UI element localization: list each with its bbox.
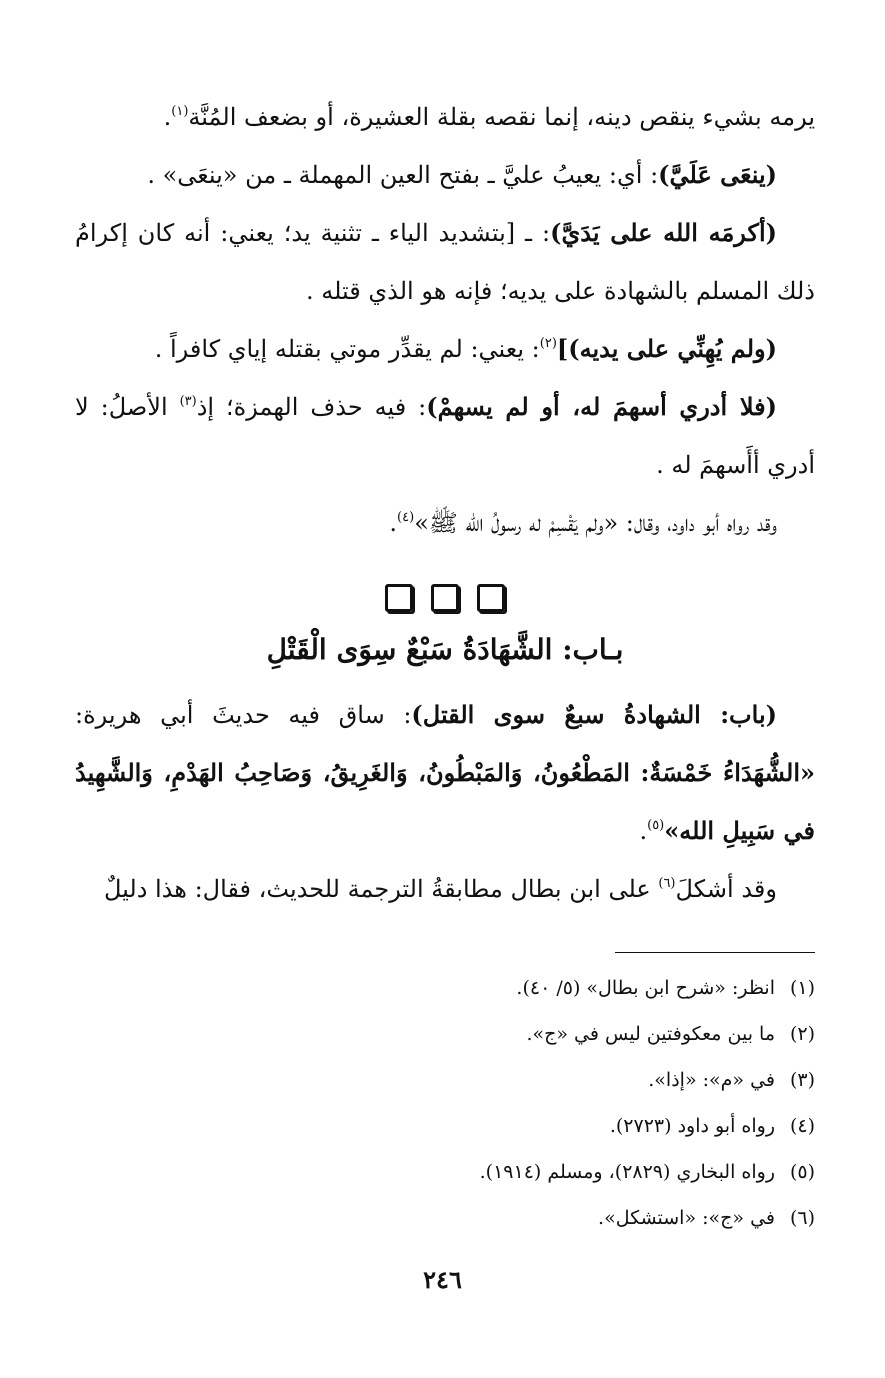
paragraph-text: على ابن بطال مطابقةُ الترجمة للحديث، فقال: هذا دليلٌ — [103, 875, 659, 903]
footnote-text: انظر: «شرح ابن بطال» (٥/ ٤٠). — [516, 977, 775, 999]
footnote-text: رواه أبو داود (٢٧٢٣). — [609, 1115, 775, 1137]
footnote-ref[interactable]: (١) — [171, 104, 189, 119]
footnote-1 — [75, 965, 815, 1011]
lemma: (أكرمَه الله على يَدَيَّ) — [550, 218, 777, 247]
paragraph-6 — [75, 494, 815, 552]
paragraph-text: : يعني: لم يقدِّر موتي بقتله إياي كافراً . — [154, 335, 540, 363]
paragraph-5 — [75, 378, 815, 494]
lemma: (ولم يُهِنِّي على يديه)] — [556, 334, 777, 363]
footnote-3 — [75, 1057, 815, 1103]
paragraph-end: . — [639, 817, 648, 845]
footnote-number: (٥) — [789, 1161, 815, 1183]
footnote-5 — [75, 1149, 815, 1195]
footnote-4 — [75, 1103, 815, 1149]
footnote-number: (٣) — [789, 1069, 815, 1091]
paragraph-text: : فيه حذف الهمزة؛ إذ — [196, 393, 427, 421]
footnotes — [75, 965, 815, 1241]
footnote-ref[interactable]: (٢) — [539, 336, 557, 351]
lemma: (ينعَى عَلَيَّ) — [658, 160, 777, 189]
paragraph-2 — [75, 146, 815, 204]
paragraph-text: وقد رواه أبو داود، وقال: «ولم يَقْسِمْ له رسولُ الله ﷺ» — [414, 509, 777, 537]
footnote-separator — [615, 952, 815, 953]
page-number: ٢٤٦ — [423, 1265, 462, 1294]
footnote-ref[interactable]: (٦) — [658, 876, 676, 891]
paragraph-7 — [75, 686, 815, 860]
footnote-text: رواه البخاري (٢٨٢٩)، ومسلم (١٩١٤). — [479, 1161, 775, 1183]
lemma: (باب: الشهادةُ سبعٌ سوى القتل) — [411, 700, 777, 729]
paragraph-4 — [75, 320, 815, 378]
footnote-text: في «م»: «إذا». — [648, 1069, 775, 1091]
footnote-text: ما بين معكوفتين ليس في «ج». — [526, 1023, 775, 1045]
footnote-2 — [75, 1011, 815, 1057]
paragraph-text: : أي: يعيبُ عليَّ ـ بفتح العين المهملة ـ من «ينعَى» . — [147, 161, 659, 189]
paragraph-text: : ساق فيه حديثَ أبي هريرة: — [75, 701, 412, 729]
square-ornament-icon — [431, 584, 459, 612]
footnote-number: (٤) — [789, 1115, 815, 1137]
section-divider-ornament — [75, 584, 815, 612]
paragraph-end: . — [389, 509, 398, 537]
square-ornament-icon — [385, 584, 413, 612]
hadith-text: «الشُّهَدَاءُ خَمْسَةٌ: المَطْعُونُ، وَالمَبْطُونُ، وَالغَرِيقُ، وَصَاحِبُ الهَدْمِ، وَالشَّهِيدُ في سَبِيلِ الله» — [75, 758, 815, 845]
chapter-title: بـاب: الشَّهَادَةُ سَبْعٌ سِوَى الْقَتْلِ — [266, 633, 624, 666]
paragraph-3 — [75, 204, 815, 320]
footnote-ref[interactable]: (٤) — [397, 510, 415, 525]
square-ornament-icon — [477, 584, 505, 612]
footnote-ref[interactable]: (٣) — [179, 394, 197, 409]
footnote-number: (١) — [789, 977, 815, 999]
paragraph-text: يرمه بشيء ينقص دينه، إنما نقصه بقلة العشيرة، أو بضعف المُنَّة — [188, 103, 815, 131]
footnote-text: في «ج»: «استشكل». — [598, 1207, 775, 1229]
paragraph-8 — [75, 860, 815, 918]
lemma: (فلا أدري أسهمَ له، أو لم يسهمْ) — [426, 392, 777, 421]
paragraph-text: الأصلُ: لا أدري أأَسهمَ له . — [75, 393, 815, 479]
footnote-number: (٦) — [789, 1207, 815, 1229]
footnote-ref[interactable]: (٥) — [647, 818, 665, 833]
paragraph-text: وقد أشكلَ — [675, 875, 777, 903]
paragraph-end: . — [163, 103, 172, 131]
page-body — [75, 88, 815, 918]
paragraph-1 — [75, 88, 815, 146]
footnote-6 — [75, 1195, 815, 1241]
footnote-number: (٢) — [789, 1023, 815, 1045]
paragraph-text: : ـ [بتشديد الياء ـ تثنية يد؛ يعني: أنه كان إكرامُ ذلك المسلم بالشهادة على يديه؛ فإنه هو الذي قتله . — [75, 219, 815, 305]
